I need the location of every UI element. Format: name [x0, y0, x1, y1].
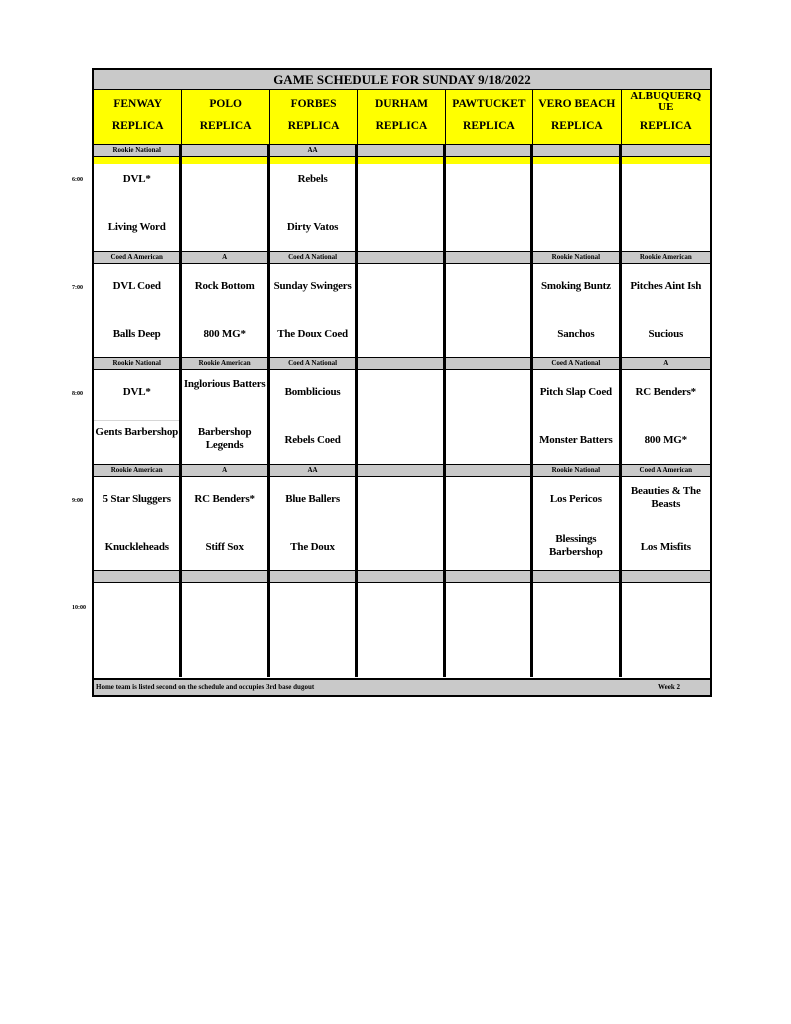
division-label [358, 465, 445, 476]
away-team: Los Pericos [549, 493, 602, 505]
away-team: Inglorious Batters [183, 378, 266, 390]
home-team: Sanchos [557, 328, 595, 340]
home-team: Dirty Vatos [286, 221, 339, 233]
field-subtitle: REPLICA [375, 120, 428, 132]
away-team: Rebels [297, 173, 328, 185]
division-label [270, 571, 358, 582]
field-name: DURHAM [374, 98, 429, 110]
schedule-footer [94, 678, 710, 695]
division-label: Coed A National [270, 252, 358, 263]
game-cell [182, 157, 269, 251]
division-label: Rookie National [94, 145, 182, 156]
away-team: Blue Ballers [285, 493, 340, 505]
division-band [94, 357, 710, 370]
field-subtitle: REPLICA [463, 120, 515, 132]
home-team: The Doux [290, 541, 335, 553]
home-team: The Doux Coed [277, 328, 348, 340]
game-cell [622, 157, 710, 251]
game-cell [446, 477, 533, 570]
division-label: Rookie National [94, 358, 182, 369]
away-team: DVL* [122, 386, 151, 398]
division-label: A [182, 252, 269, 263]
game-cell [446, 157, 533, 251]
division-band [94, 144, 710, 157]
division-label [446, 252, 533, 263]
game-cell [358, 264, 445, 357]
home-team: Stiff Sox [205, 541, 244, 553]
home-team: Blessings Barbershop [549, 533, 603, 558]
field-name: FORBES [290, 98, 337, 110]
division-band [94, 464, 710, 477]
field-name: POLO [209, 98, 242, 110]
game-row [94, 157, 710, 251]
game-row [94, 477, 710, 570]
field-subtitle: REPLICA [287, 120, 340, 132]
field-subtitle: REPLICA [550, 120, 603, 132]
home-team: Balls Deep [112, 328, 161, 340]
home-team-note: Home team is listed second on the schedule and occupies 3rd base dugout [96, 683, 315, 691]
division-label: Rookie American [639, 253, 692, 261]
home-team: Los Misfits [640, 541, 691, 553]
schedule-title: GAME SCHEDULE FOR SUNDAY 9/18/2022 [94, 70, 710, 90]
division-label [358, 252, 445, 263]
division-band [94, 251, 710, 264]
field-name: VERO BEACH [538, 98, 616, 110]
division-label [182, 571, 269, 582]
home-team: 800 MG* [644, 434, 687, 446]
game-cell [182, 370, 269, 464]
division-label [94, 571, 182, 582]
game-cell [358, 583, 445, 677]
game-cell [270, 370, 358, 464]
field-subtitle: REPLICA [111, 120, 164, 132]
game-row [94, 264, 710, 357]
game-cell [622, 370, 710, 464]
game-cell [533, 370, 621, 464]
field-subtitle: REPLICA [199, 120, 252, 132]
time-label: 10:00 [72, 605, 86, 611]
game-cell [270, 157, 358, 251]
game-cell [533, 477, 621, 570]
division-label: Coed A National [270, 358, 358, 369]
home-team: 800 MG* [203, 328, 246, 340]
away-team: Sunday Swingers [273, 280, 352, 292]
division-label [358, 358, 445, 369]
game-cell [358, 477, 445, 570]
division-label: Rookie American [182, 358, 269, 369]
division-label: AA [270, 145, 358, 156]
schedule-sheet [92, 68, 712, 697]
game-cell [358, 370, 445, 464]
division-label: Coed A National [533, 358, 621, 369]
game-cell [622, 477, 710, 570]
division-label [446, 358, 533, 369]
game-cell [270, 583, 358, 677]
home-team: Rebels Coed [284, 434, 341, 446]
game-cell [270, 264, 358, 357]
division-label: AA [270, 465, 358, 476]
week-label: Week 2 [658, 683, 680, 691]
game-cell [446, 264, 533, 357]
division-band [94, 570, 710, 583]
game-cell [94, 370, 182, 464]
home-team: Living Word [107, 221, 166, 233]
time-label: 8:00 [72, 391, 83, 397]
game-cell [533, 157, 621, 251]
division-label [358, 571, 445, 582]
away-team: Beauties & The Beasts [630, 485, 701, 510]
game-cell [182, 264, 269, 357]
time-label: 9:00 [72, 498, 83, 504]
game-row [94, 583, 710, 677]
game-cell [94, 157, 182, 251]
division-label: Coed A American [639, 466, 693, 474]
division-label [446, 145, 533, 156]
division-label: A [182, 465, 269, 476]
game-cell [446, 583, 533, 677]
game-cell [533, 264, 621, 357]
game-cell [182, 583, 269, 677]
game-cell [622, 264, 710, 357]
cell-divider [94, 420, 179, 421]
game-cell [94, 477, 182, 570]
field-name: PAWTUCKET [452, 98, 526, 110]
division-label [358, 145, 445, 156]
game-row [94, 370, 710, 464]
home-team: Barbershop Legends [197, 426, 252, 451]
division-label: Rookie National [533, 465, 621, 476]
division-label: Rookie National [533, 252, 621, 263]
away-team: RC Benders* [194, 493, 255, 505]
home-team: Monster Batters [539, 434, 613, 446]
time-label: 7:00 [72, 285, 83, 291]
game-cell [358, 157, 445, 251]
away-team: Smoking Buntz [540, 280, 611, 292]
division-label [622, 571, 710, 582]
game-cell [622, 583, 710, 677]
away-team: RC Benders* [635, 386, 696, 398]
away-team: Rock Bottom [194, 280, 255, 292]
away-team: Bomblicious [284, 386, 341, 398]
away-team: Pitch Slap Coed [539, 386, 612, 398]
division-label: A [663, 359, 669, 367]
home-team: Knuckleheads [104, 541, 169, 553]
game-cell [270, 477, 358, 570]
game-cell [182, 477, 269, 570]
away-team: Pitches Aint Ish [630, 280, 702, 292]
field-name: ALBUQUERQUE [630, 90, 702, 113]
game-cell [94, 264, 182, 357]
division-label: Coed A American [94, 252, 182, 263]
division-label [533, 571, 621, 582]
away-team: DVL Coed [112, 280, 161, 292]
division-label [182, 145, 269, 156]
away-team: DVL* [122, 173, 151, 185]
game-cell [94, 583, 182, 677]
field-subtitle: REPLICA [639, 120, 692, 132]
home-team: Sucious [648, 328, 684, 340]
division-label [446, 571, 533, 582]
home-team: Gents Barbershop [95, 426, 179, 438]
away-team: 5 Star Sluggers [102, 493, 171, 505]
division-label [533, 145, 621, 156]
game-cell [446, 370, 533, 464]
time-label: 6:00 [72, 177, 83, 183]
division-label [622, 145, 710, 156]
game-cell [533, 583, 621, 677]
division-label: Rookie American [94, 465, 182, 476]
division-label [446, 465, 533, 476]
field-name: FENWAY [113, 98, 163, 110]
